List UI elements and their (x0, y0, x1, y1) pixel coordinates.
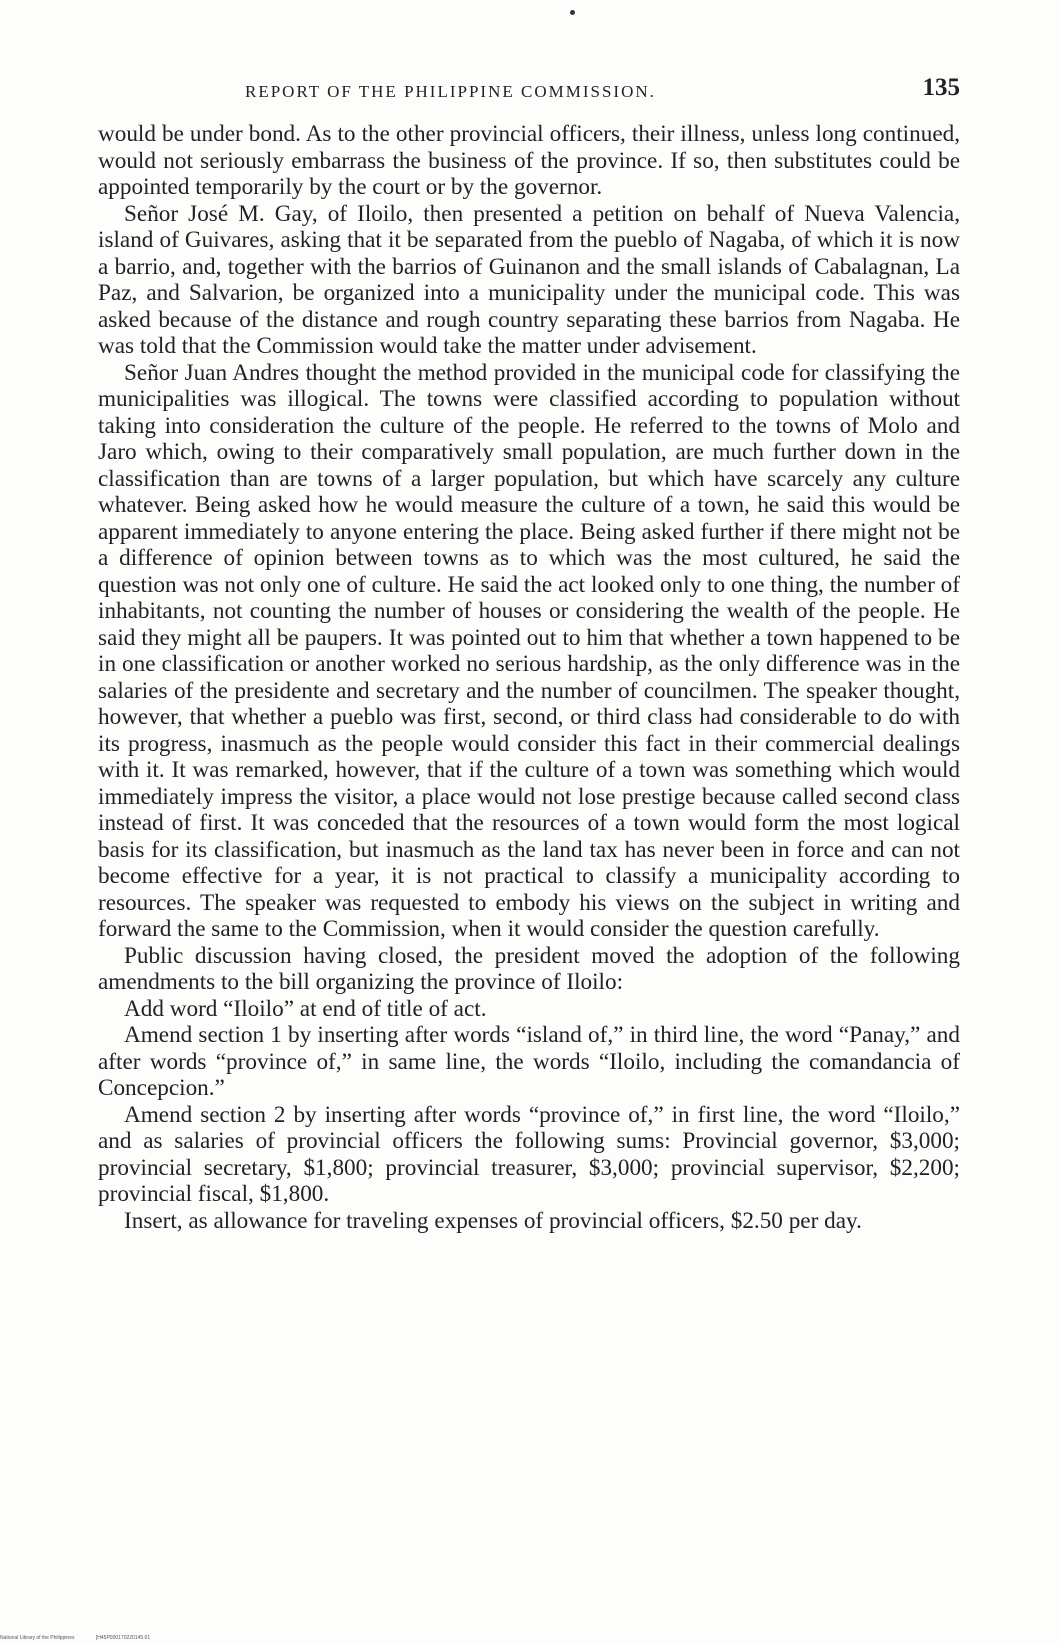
footer-id: [H45P000170220145.01 (95, 1635, 151, 1641)
paragraph: Insert, as allowance for traveling expenses of provincial officers, $2.50 per day. (124, 1207, 862, 1234)
paragraph: would be under bond. As to the other provincial officers, their illness, unless long continued, would not seriously embarrass the business of the province. If so, then substitutes could be appointed temporarily by the court or by the governor. (98, 121, 960, 200)
page-header (245, 74, 965, 104)
page-number: 135 (922, 74, 960, 101)
paragraph: Add word “Iloilo” at end of title of act. (124, 995, 487, 1022)
paragraph: Amend section 1 by inserting after words “island of,” in third line, the word “Panay,” and after words “province of,” in same line, the words “Iloilo, including the comandancia of Concepcion.” (98, 1022, 960, 1101)
scan-footer (0, 1635, 170, 1641)
paragraph: Señor José M. Gay, of Iloilo, then presented a petition on behalf of Nueva Valencia, island of Guivares, asking that it be separated from the pueblo of Nagaba, of which it is now a barrio, and, together with the barrios of Guinanon and the small islands of Cabalagnan, La Paz, and Salvarion, be organized into a municipality under the municipal code. This was asked because of the distance and rough country separating these barrios from Nagaba. He was told that the Commission would take the matter under advisement. (98, 200, 960, 359)
running-head: REPORT OF THE PHILIPPINE COMMISSION. (245, 82, 656, 101)
paragraph: Señor Juan Andres thought the method provided in the municipal code for classifying the municipalities was illogical. The towns were classified according to population without taking into consideration the culture of the people. He referred to the towns of Molo and Jaro which, owing to their comparatively small population, are much further down in the classification than are towns of a larger population, but which have scarcely any culture whatever. Being asked how he would measure the culture of a town, he said this would be apparent immediately to anyone entering the place. Being asked further if there might not be a difference of opinion between towns as to which was the most cultured, he said the question was not only one of culture. He said the act looked only to one thing, the number of inhabitants, not counting the number of houses or considering the wealth of the people. He said they might all be paupers. It was pointed out to him that whether a town happened to be in one classification or another worked no serious hardship, as the only difference was in the salaries of the presidente and secretary and the number of councilmen. The speaker thought, however, that whether a pueblo was first, second, or third class had considerable to do with its progress, inasmuch as the people would consider this fact in their commercial dealings with it. It was remarked, however, that if the culture of a town was something which would immediately impress the visitor, a place would not lose prestige because called second class instead of first. It was conceded that the resources of a town would form the most logical basis for its classification, but inasmuch as the land tax has never been in force and can not become effective for a year, it is not practical to classify a municipality according to resources. The speaker was requested to embody his views on the subject in writing and forward the same to the Commission, when it would consider the question carefully. (98, 359, 960, 942)
paragraph: Public discussion having closed, the president moved the adoption of the following amendments to the bill organizing the province of Iloilo: (98, 942, 960, 995)
paragraph: Amend section 2 by inserting after words “province of,” in first line, the word “Iloilo,” and as salaries of provincial officers the following sums: Provincial governor, $3,000; provincial secretary, $1,800; provincial treasurer, $3,000; provincial supervisor, $2,200; provincial fiscal, $1,800. (98, 1101, 960, 1207)
page-mark (570, 10, 575, 15)
footer-source: National Library of the Philippines (0, 1635, 75, 1641)
document-body (98, 121, 960, 1234)
